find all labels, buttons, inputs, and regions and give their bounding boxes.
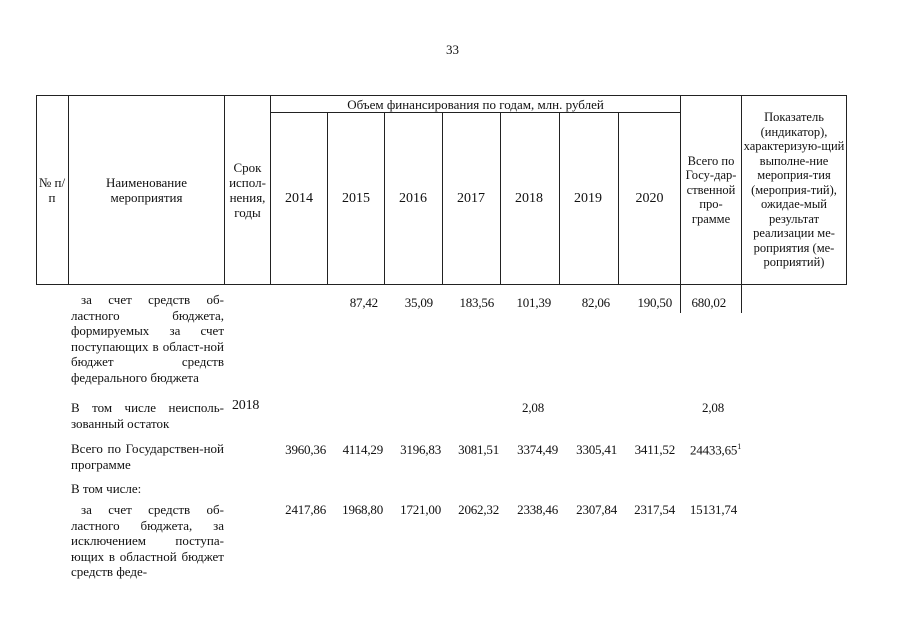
header-year: 2017 — [457, 191, 485, 206]
row-label: Всего по Государствен-ной программе — [71, 441, 224, 472]
header-total: Всего по Госу-дар-ственной про-грамме — [685, 153, 737, 226]
header-number: № п/п — [38, 175, 66, 205]
cell-2015: 1968,80 — [342, 502, 383, 517]
cell-2016: 35,09 — [404, 295, 433, 310]
header-year: 2014 — [285, 191, 313, 206]
cell-2018: 101,39 — [516, 295, 551, 310]
cell-2018: 3374,49 — [517, 442, 558, 457]
cell-total: 680,02 — [691, 295, 726, 310]
cell-2014: 2417,86 — [285, 502, 326, 517]
header-year: 2015 — [342, 191, 370, 206]
cell-total: 15131,74 — [689, 502, 737, 517]
cell-2016: 1721,00 — [400, 502, 441, 517]
header-year: 2018 — [515, 191, 543, 206]
cell-2015: 4114,29 — [342, 442, 383, 457]
header-term: Срок испол-нения, годы — [229, 160, 266, 220]
header-indicator: Показатель (индикатор), характеризую-щий выполне-ние мероприя-тия (мероприя-тий), ожидае-мый результат реализации ме-роприятия (ме-роприятий) — [743, 110, 845, 270]
cell-2020: 3411,52 — [634, 442, 675, 457]
cell-2019: 3305,41 — [576, 442, 617, 457]
cell-term: 2018 — [232, 398, 260, 413]
header-year: 2016 — [399, 191, 427, 206]
cell-2016: 3196,83 — [400, 442, 441, 457]
cell-2017: 2062,32 — [458, 502, 499, 517]
footnote-marker: 1 — [737, 442, 741, 451]
cell-2017: 183,56 — [459, 295, 494, 310]
cell-2020: 2317,54 — [634, 502, 675, 517]
header-name: Наименование мероприятия — [106, 175, 187, 205]
cell-2019: 2307,84 — [576, 502, 617, 517]
row-label: В том числе: — [71, 481, 142, 496]
cell-2018: 2338,46 — [517, 502, 558, 517]
cell-2018: 2,08 — [522, 400, 544, 415]
header-year: 2019 — [574, 191, 602, 206]
cell-2019: 82,06 — [581, 295, 610, 310]
header-year: 2020 — [635, 191, 664, 206]
row-label: за счет средств об-ластного бюджета, за исключением поступа-ющих в областной бюджет средств феде- — [71, 502, 224, 579]
row-label: за счет средств об-ластного бюджета, формируемых за счет поступающих в област-ной бюджет средств федерального бюджета — [71, 292, 224, 385]
header-funding-group: Объем финансирования по годам, млн. рублей — [347, 96, 604, 112]
cell-2015: 87,42 — [349, 295, 378, 310]
cell-2017: 3081,51 — [458, 442, 499, 457]
row-label: В том числе неисполь-зованный остаток — [71, 400, 224, 431]
cell-total: 24433,65$^1$ — [690, 442, 741, 458]
page-number: 33 — [446, 42, 459, 57]
cell-2014: 3960,36 — [285, 442, 326, 457]
cell-total: 2,08 — [702, 400, 724, 415]
cell-2020: 190,50 — [637, 295, 672, 310]
